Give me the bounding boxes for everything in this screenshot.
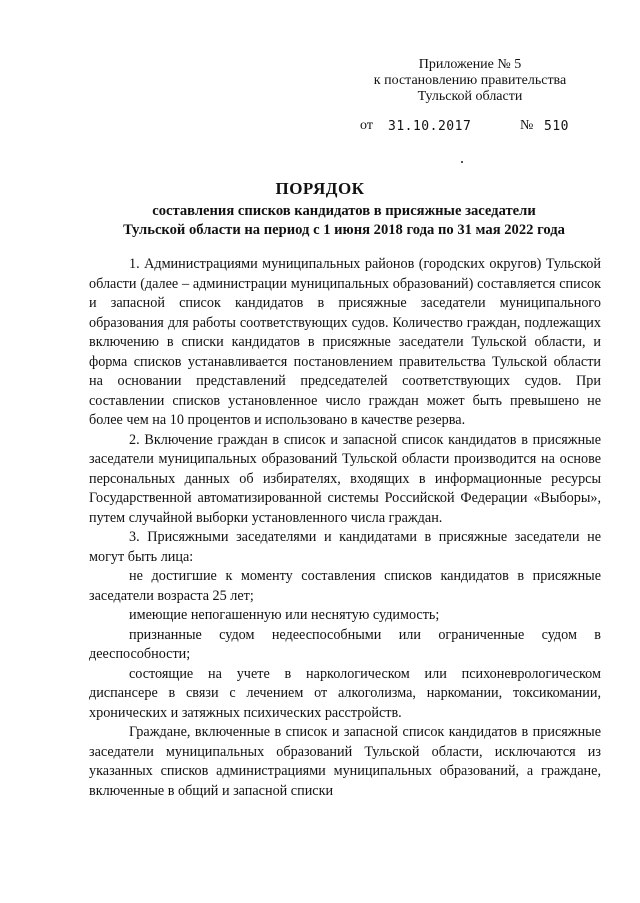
document-title: ПОРЯДОК: [275, 179, 365, 198]
list-item-conviction: имеющие непогашенную или неснятую судимость;: [129, 607, 440, 623]
appendix-block: [365, 57, 575, 105]
paragraph-2: 2. Включение граждан в список и запасной список кандидатов в присяжные заседатели муниципальных образований Тульской области производится на основе персональных данных об избирателях, входящих в информационные ресурсы Государственной автоматизированной системы Российской Федерации «Выборы», путем случайной выборки установленного числа граждан.: [89, 431, 601, 526]
resolution-number: 510: [544, 119, 569, 134]
list-item-dispensary: состоящие на учете в наркологическом или психоневрологическом диспансере в связи с лечением от алкоголизма, наркомании, токсикомании, хронических и затяжных психических расстройств.: [89, 665, 601, 721]
document-body: [89, 255, 601, 801]
resolution-date: 31.10.2017: [388, 119, 472, 134]
number-prefix: №: [520, 118, 534, 133]
list-item-incapacity: признанные судом недееспособными или ограниченные судом в дееспособности;: [89, 626, 601, 662]
subtitle-line-1: составления списков кандидатов в присяжные заседатели: [152, 203, 536, 219]
date-prefix: от: [360, 118, 373, 133]
list-item-age: не достигшие к моменту составления списков кандидатов в присяжные заседатели возраста 25 лет;: [89, 568, 601, 604]
scan-speck: [461, 161, 463, 163]
paragraph-exclusion: Граждане, включенные в список и запасной список кандидатов в присяжные заседатели муниципальных образований Тульской области, исключаются из указанных списков администрациями муниципальных образований, а граждане, включенные в общий и запасной списки: [89, 724, 601, 799]
document-subtitle: [88, 202, 600, 240]
appendix-line-3: Тульской области: [417, 89, 523, 104]
appendix-line-2: к постановлению правительства: [373, 73, 567, 88]
paragraph-1: 1. Администрациями муниципальных районов (городских округов) Тульской области (далее – администрации муниципальных образований) составляется список и запасной список кандидатов в присяжные заседатели муниципального образования для работы соответствующих судов. Количество граждан, подлежащих включению в списки кандидатов в присяжные заседатели Тульской области, и форма списков устанавливается постановлением правительства Тульской области на основании представлений председателей соответствующих судов. При составлении списков установленное число граждан может быть превышено не более чем на 10 процентов и использовано в качестве резерва.: [89, 256, 601, 428]
appendix-line-1: Приложение № 5: [418, 57, 522, 72]
paragraph-3: 3. Присяжными заседателями и кандидатами в присяжные заседатели не могут быть лица:: [89, 529, 601, 565]
subtitle-line-2: Тульской области на период с 1 июня 2018 года по 31 мая 2022 года: [123, 222, 565, 238]
